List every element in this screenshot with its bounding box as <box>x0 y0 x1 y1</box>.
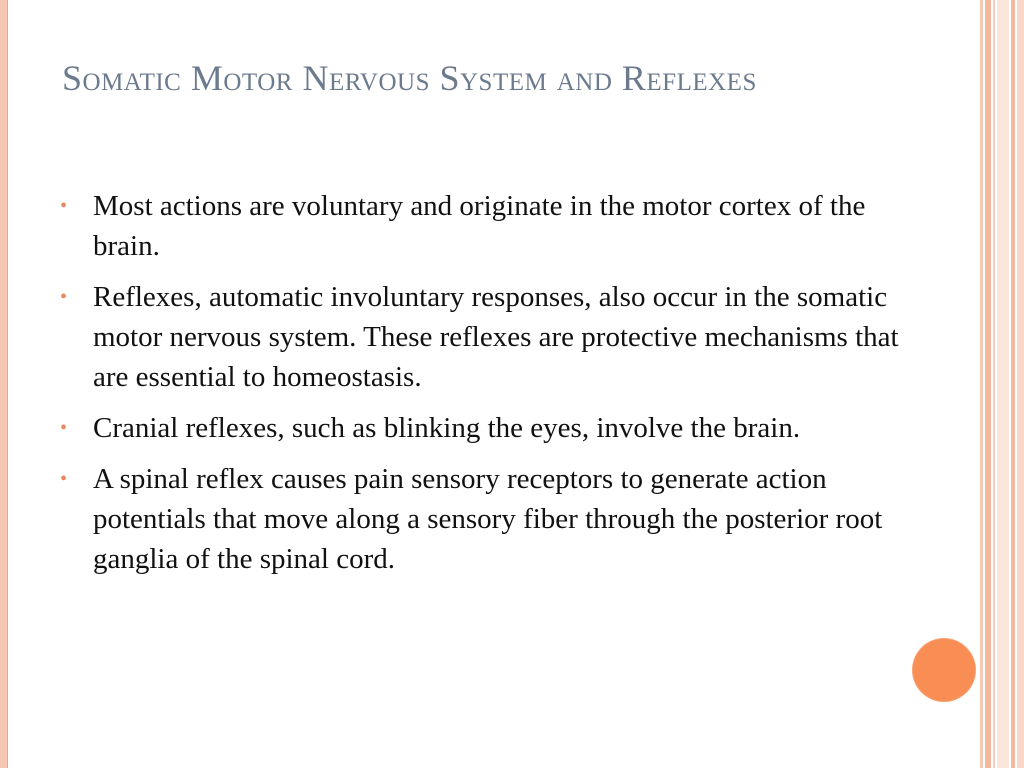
left-decorative-line <box>7 0 8 768</box>
bullet-text: A spinal reflex causes pain sensory receptors to generate action potentials that move along a sensory fiber through the posterior root ganglia of the spinal cord. <box>93 463 883 575</box>
left-decorative-stripe <box>0 0 7 768</box>
right-decorative-stripe <box>1017 0 1024 768</box>
right-decorative-stripe <box>993 0 995 768</box>
right-decorative-stripe <box>980 0 983 768</box>
slide-title: Somatic Motor Nervous System and Reflexes <box>62 58 757 98</box>
bullet-text: Reflexes, automatic involuntary responses, also occur in the somatic motor nervous system. These reflexes are protective mechanisms that are essential to homeostasis. <box>93 281 899 393</box>
bullet-icon: • <box>60 417 68 439</box>
bullet-item <box>60 408 900 448</box>
right-decorative-stripe <box>997 0 1009 768</box>
bullet-icon: • <box>60 195 68 217</box>
bullet-item <box>60 186 900 266</box>
bullet-text: Cranial reflexes, such as blinking the eyes, involve the brain. <box>93 412 801 444</box>
bullet-icon: • <box>60 286 68 308</box>
bullet-item <box>60 459 900 579</box>
bullet-text: Most actions are voluntary and originate in the motor cortex of the brain. <box>93 190 866 262</box>
bullet-item <box>60 277 900 397</box>
right-decorative-stripe <box>985 0 991 768</box>
accent-circle <box>913 639 975 701</box>
bullet-list <box>60 186 900 590</box>
right-decorative-stripe <box>1011 0 1015 768</box>
bullet-icon: • <box>60 468 68 490</box>
